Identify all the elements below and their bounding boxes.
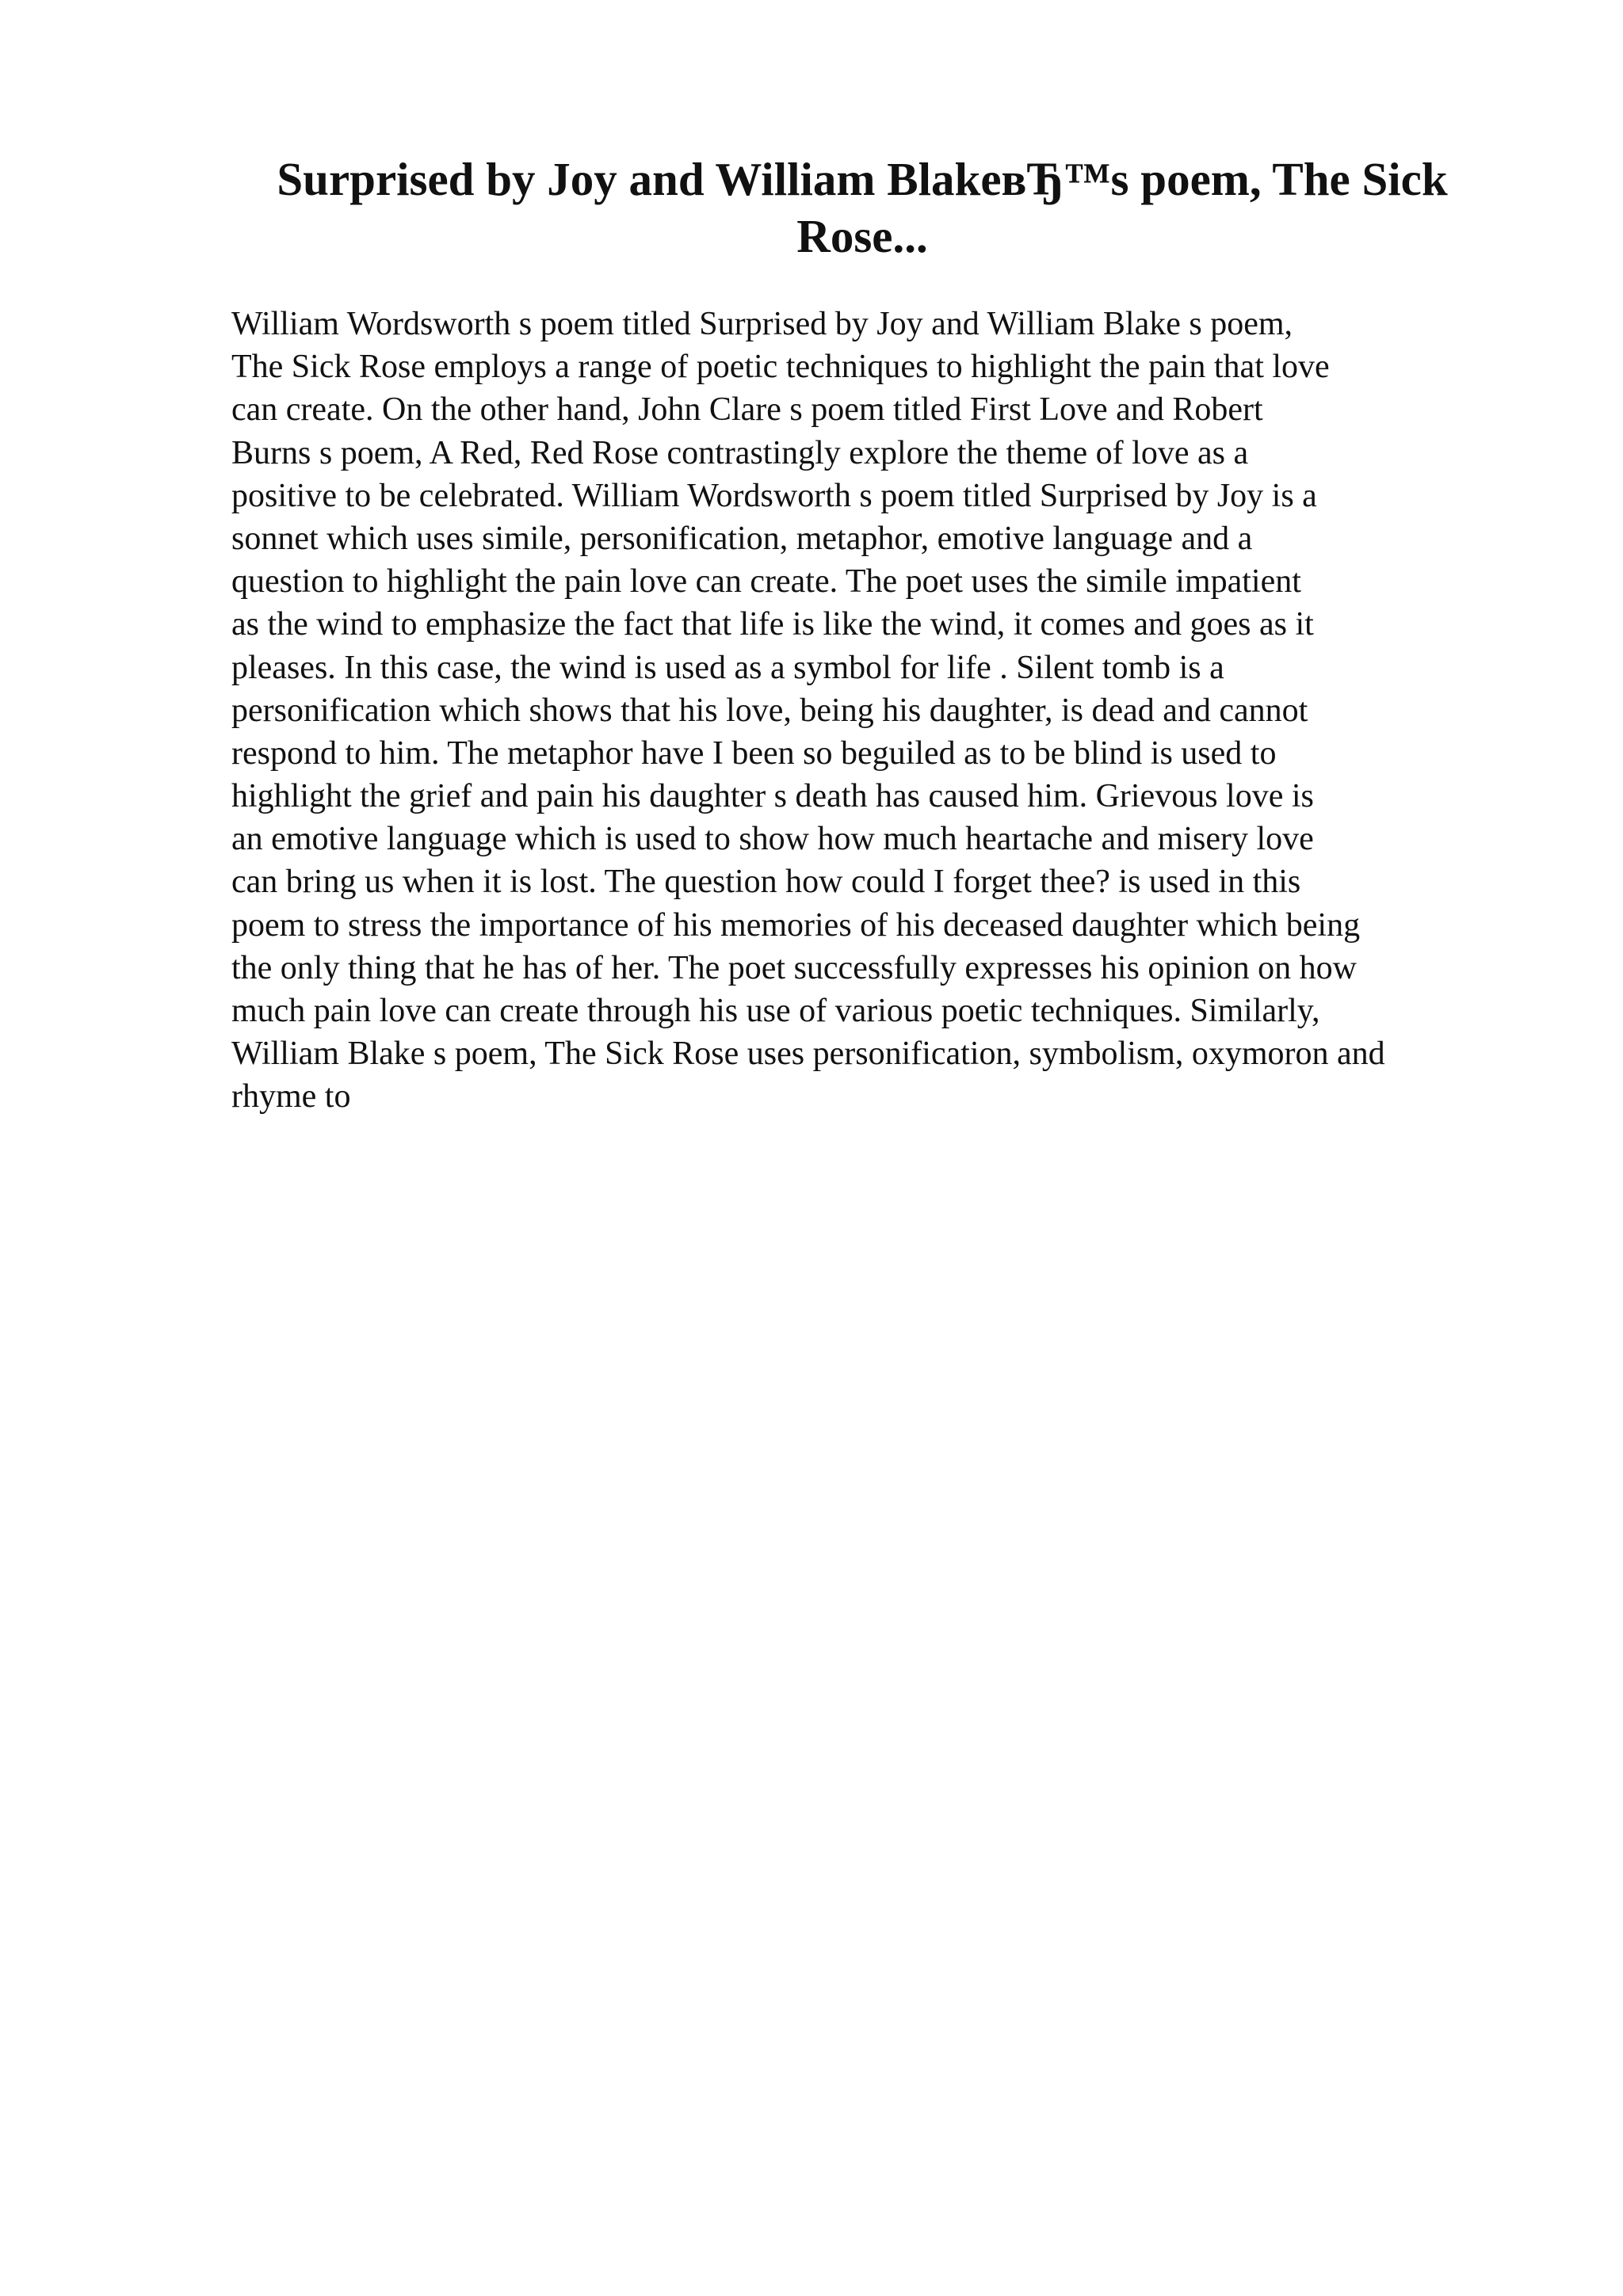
body-line: rhyme to: [231, 1078, 351, 1116]
body-line: personification which shows that his love, being his daughter, is dead and cannot: [231, 692, 1308, 729]
body-line: William Wordsworth s poem titled Surprised by Joy and William Blake s poem,: [231, 306, 1293, 342]
body-line: sonnet which uses simile, personification, metaphor, emotive language and a: [231, 520, 1253, 557]
body-line: can bring us when it is lost. The question how could I forget thee? is used in this: [231, 864, 1301, 901]
body-line: an emotive language which is used to show how much heartache and misery love: [231, 821, 1314, 858]
document-body: [231, 303, 1531, 1119]
body-line: the only thing that he has of her. The poet successfully expresses his opinion on how: [231, 949, 1357, 986]
document-title: Surprised by Joy and William BlakeвЂ™s poem, The Sick Rose...: [277, 153, 1448, 262]
body-line: can create. On the other hand, John Clare s poem titled First Love and Robert: [231, 391, 1263, 429]
body-line: much pain love can create through his use of various poetic techniques. Similarly,: [231, 993, 1320, 1029]
body-line: The Sick Rose employs a range of poetic techniques to highlight the pain that love: [231, 349, 1330, 386]
body-line: question to highlight the pain love can create. The poet uses the simile impatient: [231, 563, 1301, 601]
body-line: poem to stress the importance of his memories of his deceased daughter which being: [231, 906, 1361, 944]
body-line: as the wind to emphasize the fact that life is like the wind, it comes and goes as it: [231, 606, 1314, 643]
body-line: respond to him. The metaphor have I been so beguiled as to be blind is used to: [231, 734, 1277, 772]
body-line: positive to be celebrated. William Wordsworth s poem titled Surprised by Joy is a: [231, 477, 1317, 514]
body-line: pleases. In this case, the wind is used as a symbol for life . Silent tomb is a: [231, 649, 1224, 686]
body-line: highlight the grief and pain his daughter s death has caused him. Grievous love is: [231, 778, 1314, 815]
body-line: William Blake s poem, The Sick Rose uses personification, symbolism, oxymoron and: [231, 1035, 1385, 1073]
body-line: Burns s poem, A Red, Red Rose contrastingly explore the theme of love as a: [231, 434, 1249, 471]
